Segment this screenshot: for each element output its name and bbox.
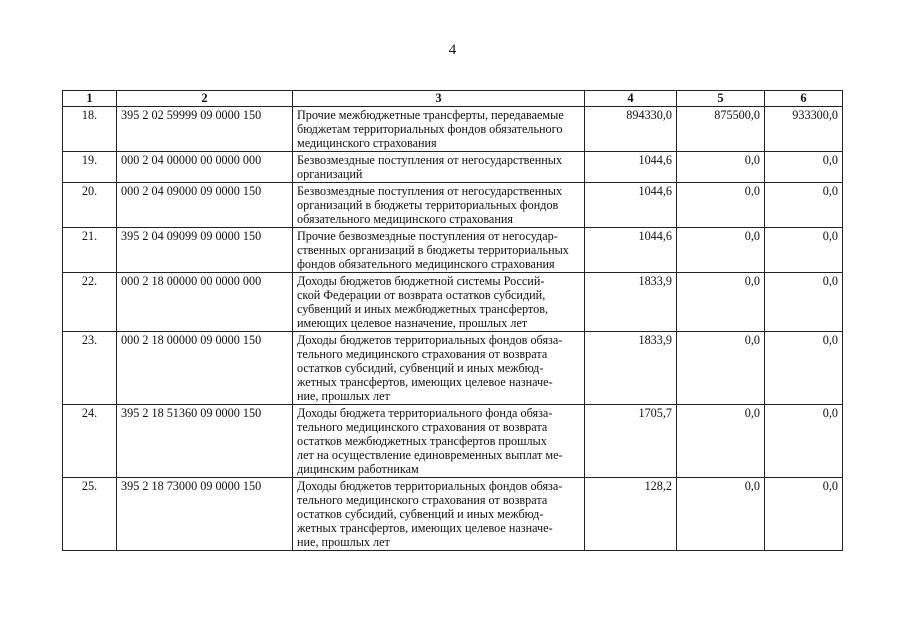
amount-col6: 933300,0 <box>765 107 843 152</box>
table-row <box>63 152 843 183</box>
revenue-name-line: остатков межбюджетных трансфертов прошлых <box>297 434 547 448</box>
revenue-name-line: тельного медицинского страхования от возврата <box>297 347 548 361</box>
revenue-name-line: Безвозмездные поступления от негосударственных <box>297 153 563 167</box>
column-header: 1 <box>63 91 117 107</box>
revenue-name-line: обязательного медицинского страхования <box>297 212 513 226</box>
amount-col4: 1044,6 <box>585 228 677 273</box>
amount-col5: 0,0 <box>677 152 765 183</box>
revenue-name-line: Доходы бюджетов бюджетной системы Россий- <box>297 274 545 288</box>
revenue-name <box>293 228 585 273</box>
revenue-name-line: бюджетам территориальных фондов обязательного <box>297 122 563 136</box>
table-row <box>63 273 843 332</box>
revenue-name-line: Безвозмездные поступления от негосударственных <box>297 184 563 198</box>
table-row <box>63 478 843 551</box>
amount-col6: 0,0 <box>765 478 843 551</box>
revenue-name <box>293 107 585 152</box>
amount-col6: 0,0 <box>765 183 843 228</box>
budget-code: 395 2 02 59999 09 0000 150 <box>117 107 293 152</box>
amount-col5: 0,0 <box>677 405 765 478</box>
table-row <box>63 332 843 405</box>
revenue-table <box>62 90 843 551</box>
revenue-name <box>293 273 585 332</box>
amount-col6: 0,0 <box>765 405 843 478</box>
column-header: 2 <box>117 91 293 107</box>
table-row <box>63 107 843 152</box>
amount-col5: 875500,0 <box>677 107 765 152</box>
revenue-name-line: субвенций и иных межбюджетных трансфертов, <box>297 302 549 316</box>
page-number: 4 <box>448 42 457 58</box>
table-row <box>63 183 843 228</box>
revenue-name-line: тельного медицинского страхования от возврата <box>297 493 548 507</box>
amount-col4: 1833,9 <box>585 332 677 405</box>
revenue-name-line: Прочие безвозмездные поступления от негосудар- <box>297 229 558 243</box>
revenue-name-line: остатков субсидий, субвенций и иных межбюд- <box>297 507 544 521</box>
row-number: 21. <box>63 228 117 273</box>
amount-col6: 0,0 <box>765 332 843 405</box>
budget-code: 000 2 18 00000 09 0000 150 <box>117 332 293 405</box>
row-number: 25. <box>63 478 117 551</box>
budget-code: 395 2 04 09099 09 0000 150 <box>117 228 293 273</box>
revenue-name-line: ние, прошлых лет <box>297 389 390 403</box>
revenue-name-line: организаций в бюджеты территориальных фондов <box>297 198 559 212</box>
row-number: 24. <box>63 405 117 478</box>
revenue-name-line: тельного медицинского страхования от возврата <box>297 420 548 434</box>
row-number: 22. <box>63 273 117 332</box>
budget-code: 000 2 18 00000 00 0000 000 <box>117 273 293 332</box>
revenue-name-line: Прочие межбюджетные трансферты, передаваемые <box>297 108 564 122</box>
budget-code: 000 2 04 09000 09 0000 150 <box>117 183 293 228</box>
revenue-name <box>293 183 585 228</box>
revenue-name-line: жетных трансфертов, имеющих целевое назначе- <box>297 375 553 389</box>
revenue-name-line: организаций <box>297 167 363 181</box>
row-number: 23. <box>63 332 117 405</box>
row-number: 18. <box>63 107 117 152</box>
column-header: 6 <box>765 91 843 107</box>
column-header: 5 <box>677 91 765 107</box>
amount-col5: 0,0 <box>677 273 765 332</box>
amount-col6: 0,0 <box>765 228 843 273</box>
revenue-name <box>293 405 585 478</box>
amount-col4: 1044,6 <box>585 183 677 228</box>
budget-code: 395 2 18 51360 09 0000 150 <box>117 405 293 478</box>
amount-col4: 1044,6 <box>585 152 677 183</box>
revenue-name <box>293 332 585 405</box>
amount-col4: 1705,7 <box>585 405 677 478</box>
revenue-name-line: лет на осуществление единовременных выплат ме- <box>297 448 563 462</box>
revenue-name <box>293 478 585 551</box>
table-header-row <box>63 91 843 107</box>
column-header: 4 <box>585 91 677 107</box>
row-number: 20. <box>63 183 117 228</box>
amount-col4: 894330,0 <box>585 107 677 152</box>
revenue-name-line: жетных трансфертов, имеющих целевое назначе- <box>297 521 553 535</box>
revenue-name-line: медицинского страхования <box>297 136 437 150</box>
table-row <box>63 228 843 273</box>
revenue-name-line: Доходы бюджетов территориальных фондов обяза- <box>297 333 563 347</box>
amount-col4: 128,2 <box>585 478 677 551</box>
amount-col5: 0,0 <box>677 183 765 228</box>
revenue-name-line: Доходы бюджета территориального фонда обяза- <box>297 406 553 420</box>
table-row <box>63 405 843 478</box>
budget-code: 000 2 04 00000 00 0000 000 <box>117 152 293 183</box>
revenue-name-line: ской Федерации от возврата остатков субсидий, <box>297 288 546 302</box>
revenue-name-line: ственных организаций в бюджеты территориальных <box>297 243 569 257</box>
amount-col4: 1833,9 <box>585 273 677 332</box>
row-number: 19. <box>63 152 117 183</box>
amount-col5: 0,0 <box>677 332 765 405</box>
revenue-name-line: ние, прошлых лет <box>297 535 390 549</box>
amount-col6: 0,0 <box>765 273 843 332</box>
revenue-name-line: дицинским работникам <box>297 462 419 476</box>
revenue-name-line: остатков субсидий, субвенций и иных межбюд- <box>297 361 544 375</box>
amount-col6: 0,0 <box>765 152 843 183</box>
revenue-name-line: имеющих целевое назначение, прошлых лет <box>297 316 528 330</box>
amount-col5: 0,0 <box>677 478 765 551</box>
revenue-name-line: Доходы бюджетов территориальных фондов обяза- <box>297 479 563 493</box>
budget-code: 395 2 18 73000 09 0000 150 <box>117 478 293 551</box>
column-header: 3 <box>293 91 585 107</box>
revenue-name <box>293 152 585 183</box>
revenue-name-line: фондов обязательного медицинского страхования <box>297 257 555 271</box>
amount-col5: 0,0 <box>677 228 765 273</box>
